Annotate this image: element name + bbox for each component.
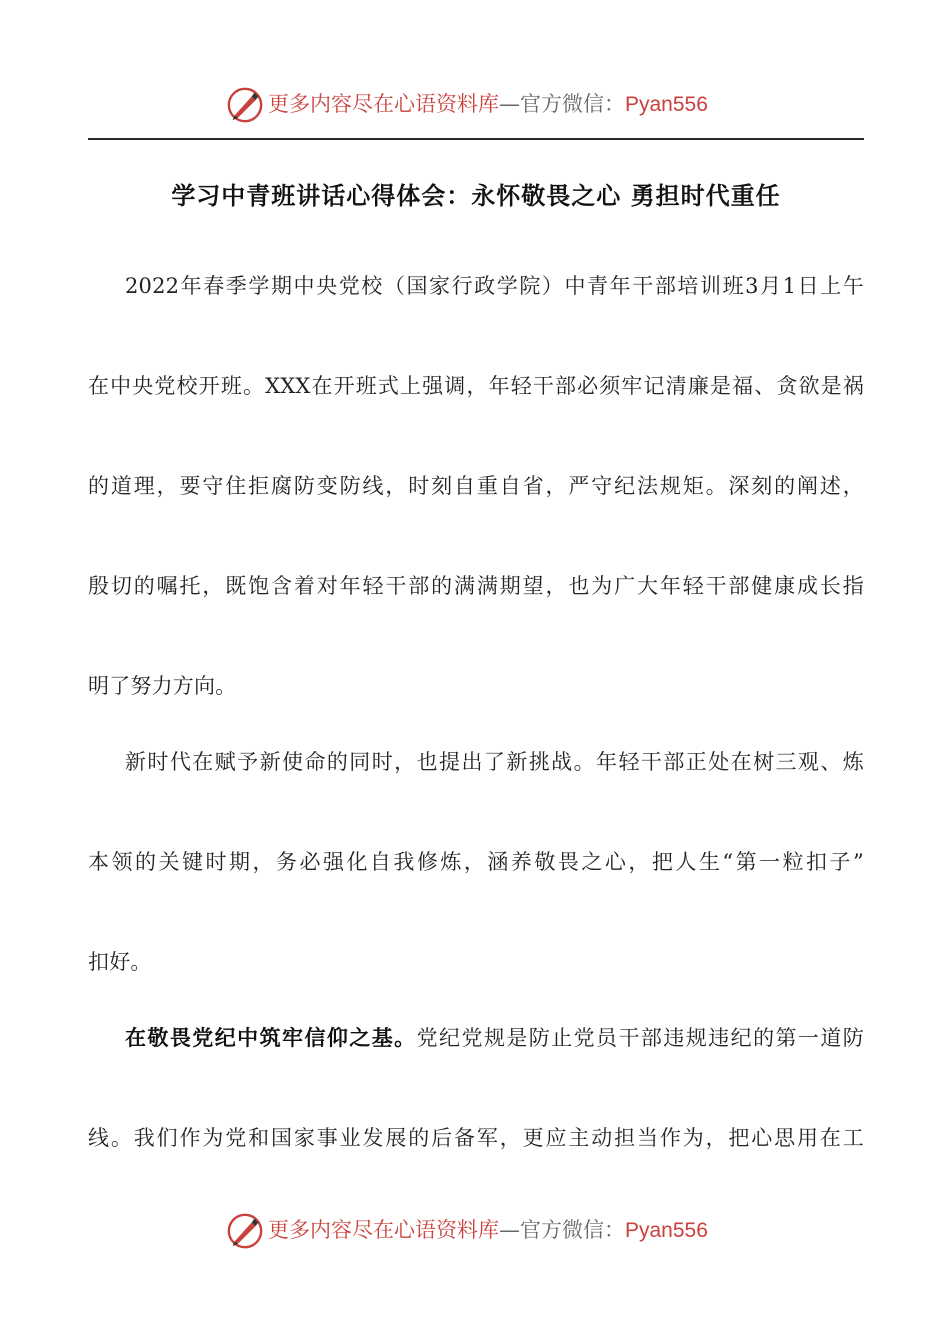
paragraph-line: 的道理，要守住拒腐防变防线，时刻自重自省，严守纪法规矩。深刻的阐述， [88,474,864,498]
section-lead: 在敬畏党纪中筑牢信仰之基。 [125,1025,417,1050]
paragraph-line: 2022年春季学期中央党校（国家行政学院）中青年干部培训班3月1日上午 [125,274,864,298]
banner-text: 更多内容尽在心语资料库—官方微信：Pyan556 [268,92,708,116]
paragraph-line: 扣好。 [88,950,152,974]
header-banner [0,82,950,126]
header-divider [88,138,864,140]
document-title: 学习中青班讲话心得体会：永怀敬畏之心 勇担时代重任 [171,182,781,210]
paragraph-line: 新时代在赋予新使命的同时，也提出了新挑战。年轻干部正处在树三观、炼 [125,750,864,774]
pen-logo-icon [226,86,264,124]
banner-text: 更多内容尽在心语资料库—官方微信：Pyan556 [268,1218,708,1242]
pen-logo-icon [226,1212,264,1250]
paragraph-line: 明了努力方向。 [88,674,237,698]
paragraph-line: 殷切的嘱托，既饱含着对年轻干部的满满期望，也为广大年轻干部健康成长指 [88,574,864,598]
paragraph-line: 本领的关键时期，务必强化自我修炼，涵养敬畏之心，把人生“第一粒扣子” [88,850,864,874]
paragraph-line: 在敬畏党纪中筑牢信仰之基。党纪党规是防止党员干部违规违纪的第一道防 [125,1025,864,1050]
footer-banner [0,1208,950,1252]
paragraph-line: 线。我们作为党和国家事业发展的后备军，更应主动担当作为，把心思用在工 [88,1126,864,1150]
paragraph-line: 在中央党校开班。XXX在开班式上强调，年轻干部必须牢记清廉是福、贪欲是祸 [88,374,864,398]
